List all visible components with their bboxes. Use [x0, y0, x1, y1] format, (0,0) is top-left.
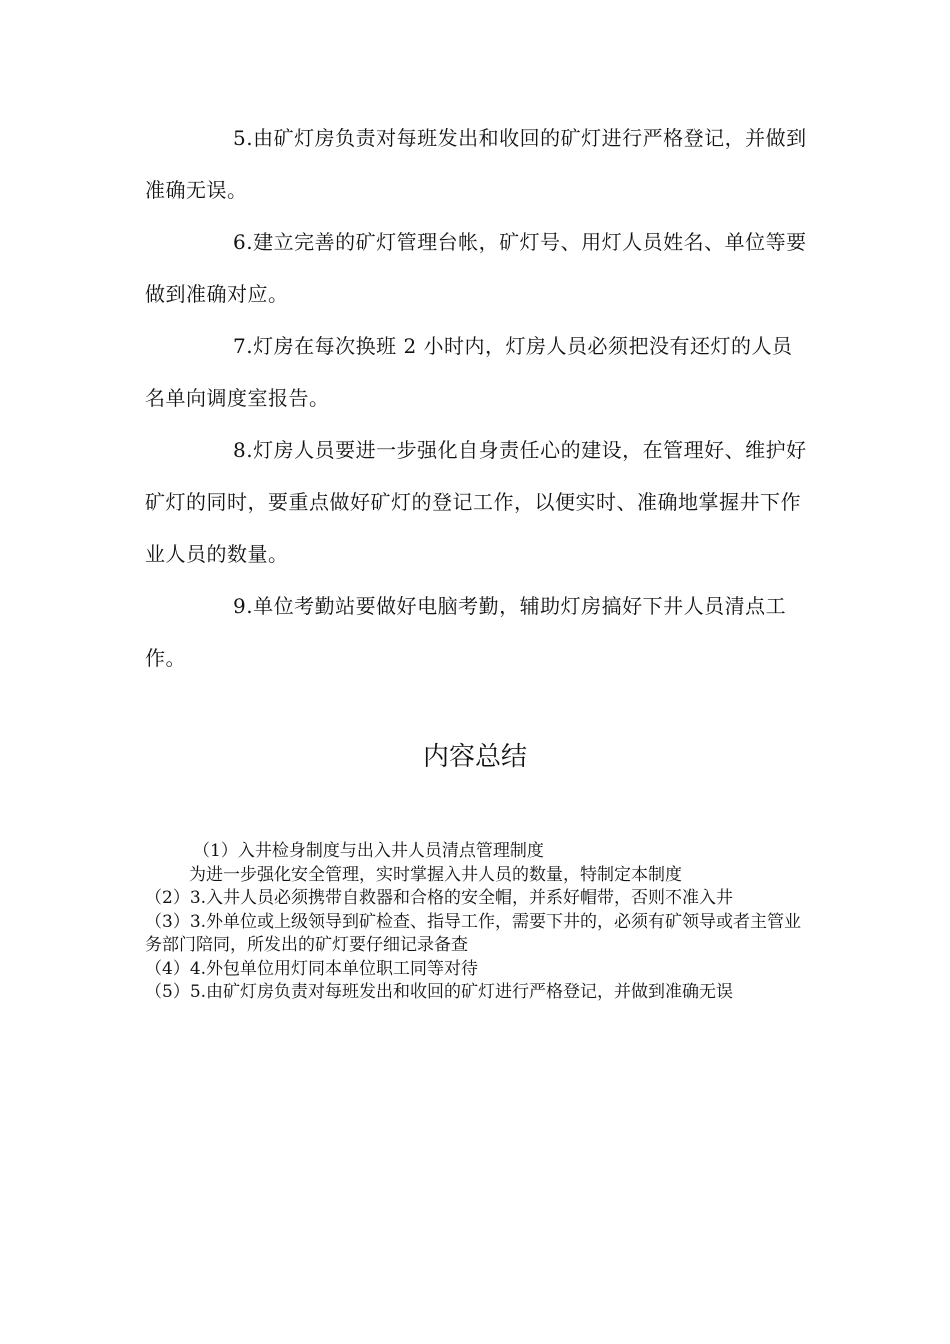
paragraph-9: 9.单位考勤站要做好电脑考勤，辅助灯房搞好下井人员清点工作。: [145, 594, 787, 670]
summary-item: （1）入井检身制度与出入井人员清点管理制度: [193, 841, 544, 861]
summary-title: 内容总结: [422, 742, 527, 772]
summary-list: [145, 840, 805, 1005]
paragraph-5: 5.由矿灯房负责对每班发出和收回的矿灯进行严格登记，并做到准确无误。: [145, 126, 807, 202]
summary-item: （2）3.入井人员必须携带自救器和合格的安全帽，并系好帽带，否则不准入井: [145, 888, 734, 908]
paragraph-6: 6.建立完善的矿灯管理台帐，矿灯号、用灯人员姓名、单位等要做到准确对应。: [145, 230, 807, 306]
paragraph-7: 7.灯房在每次换班 2 小时内，灯房人员必须把没有还灯的人员名单向调度室报告。: [145, 334, 793, 410]
body-text: [145, 112, 810, 684]
summary-item: 为进一步强化安全管理，实时掌握入井人员的数量，特制定本制度: [189, 864, 682, 885]
summary-item: （3）3.外单位或上级领导到矿检查、指导工作，需要下井的，必须有矿领导或者主管业务部门陪同，所发出的矿灯要仔细记录备查: [145, 911, 802, 955]
paragraph-8: 8.灯房人员要进一步强化自身责任心的建设，在管理好、维护好矿灯的同时，要重点做好矿灯的登记工作，以便实时、准确地掌握井下作业人员的数量。: [145, 438, 807, 566]
summary-item: （4）4.外包单位用灯同本单位职工同等对待: [145, 958, 479, 979]
summary-item: （5）5.由矿灯房负责对每班发出和收回的矿灯进行严格登记，并做到准确无误: [145, 982, 734, 1002]
